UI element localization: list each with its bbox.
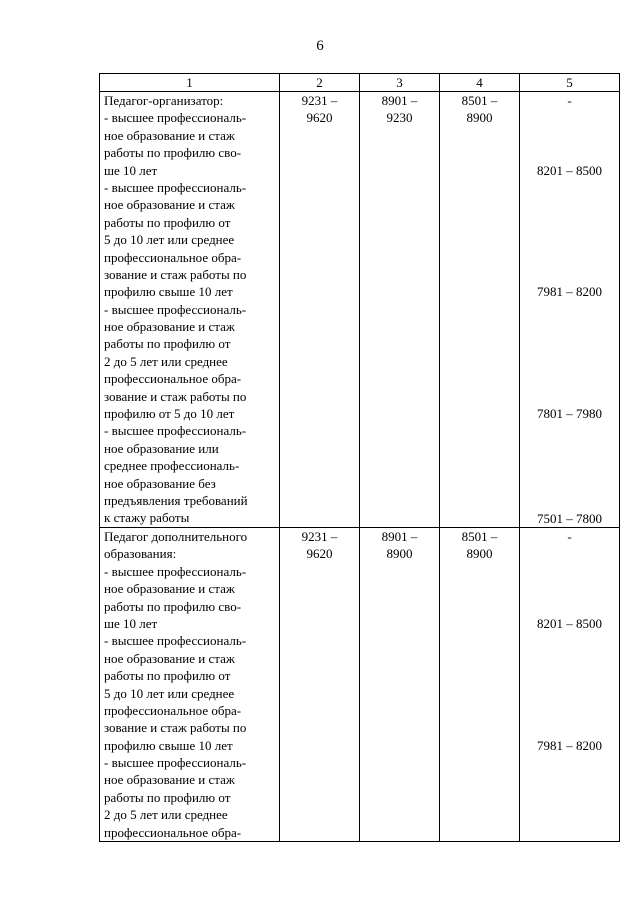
description-line: среднее профессиональ-: [104, 458, 240, 474]
description-line: работы по профилю от: [104, 668, 231, 684]
description-line: ное образование или: [104, 440, 219, 456]
header-cell-3: 3: [360, 74, 440, 92]
description-line: 5 до 10 лет или среднее: [104, 232, 235, 248]
description-line: к стажу работы: [104, 510, 190, 526]
page-number: 6: [316, 38, 324, 54]
description-line: профессиональное обра-: [104, 371, 242, 387]
description-line: - высшее профессиональ-: [104, 755, 247, 771]
salary-value: -: [567, 93, 572, 108]
salary-value: 8201 – 8500: [537, 616, 602, 631]
description-line: зование и стаж работы по: [104, 266, 247, 282]
description-line: - высшее профессиональ-: [104, 301, 247, 317]
description-line: зование и стаж работы по: [104, 388, 247, 404]
salary-range-col-2: [280, 92, 360, 528]
header-cell-5: 5: [520, 74, 620, 92]
salary-range-col-4: [440, 528, 520, 842]
salary-value: 9231 –: [301, 93, 338, 108]
salary-value: 8201 – 8500: [537, 162, 602, 178]
table-row: [100, 92, 620, 528]
salary-value: 7981 – 8200: [537, 284, 602, 300]
description-line: ное образование и стаж: [104, 650, 235, 666]
table-row: [100, 528, 620, 842]
salary-value: 8900: [466, 110, 493, 126]
description-line: Педагог-организатор:: [104, 93, 224, 108]
salary-value: 8501 –: [461, 529, 498, 544]
description-line: ное образование и стаж: [104, 319, 235, 335]
description-line: ше 10 лет: [104, 162, 158, 178]
salary-range-col-3: [360, 92, 440, 528]
description-line: профилю свыше 10 лет: [104, 284, 233, 300]
description-line: - высшее профессиональ-: [104, 633, 247, 649]
description-line: ше 10 лет: [104, 615, 158, 631]
header-cell-4: 4: [440, 74, 520, 92]
salary-value: 8901 –: [381, 529, 418, 544]
description-line: работы по профилю сво-: [104, 145, 242, 161]
salary-range-col-4: [440, 92, 520, 528]
description-line: образования:: [104, 546, 177, 562]
description-line: - высшее профессиональ-: [104, 563, 247, 579]
description-line: ное образование и стаж: [104, 581, 235, 597]
salary-range-col-5: [520, 528, 620, 842]
position-description-cell: [100, 528, 280, 842]
salary-range-col-2: [280, 528, 360, 842]
salary-value: 9620: [306, 110, 333, 126]
header-cell-2: 2: [280, 74, 360, 92]
table-body: [100, 74, 620, 842]
description-line: профессиональное обра-: [104, 702, 242, 718]
description-line: 2 до 5 лет или среднее: [104, 353, 228, 369]
salary-value: 8501 –: [461, 93, 498, 108]
description-line: профилю свыше 10 лет: [104, 737, 233, 753]
salary-value: -: [567, 529, 572, 544]
description-line: 5 до 10 лет или среднее: [104, 685, 235, 701]
description-line: работы по профилю от: [104, 336, 231, 352]
salary-value: 9230: [386, 110, 413, 126]
salary-value: 7981 – 8200: [537, 737, 602, 753]
salary-value: 9620: [306, 546, 333, 562]
description-line: предъявления требований: [104, 492, 248, 508]
description-line: - высшее профессиональ-: [104, 110, 247, 126]
description-line: - высшее профессиональ-: [104, 179, 247, 195]
header-row: [100, 74, 620, 92]
header-cell-1: 1: [100, 74, 280, 92]
salary-value: 8900: [386, 546, 413, 562]
salary-value: 8901 –: [381, 93, 418, 108]
description-line: профессиональное обра-: [104, 824, 242, 840]
salary-value: 8900: [466, 546, 493, 562]
description-line: ное образование и стаж: [104, 197, 235, 213]
description-line: работы по профилю от: [104, 789, 231, 805]
description-line: 2 до 5 лет или среднее: [104, 807, 228, 823]
position-description-cell: [100, 92, 280, 528]
description-line: зование и стаж работы по: [104, 720, 247, 736]
description-line: ное образование и стаж: [104, 127, 235, 143]
description-line: ное образование и стаж: [104, 772, 235, 788]
salary-value: 7801 – 7980: [537, 406, 602, 422]
description-line: - высшее профессиональ-: [104, 423, 247, 439]
description-line: профилю от 5 до 10 лет: [104, 406, 235, 422]
description-line: ное образование без: [104, 475, 216, 491]
salary-table: [99, 73, 620, 842]
salary-value: 7501 – 7800: [537, 510, 602, 526]
description-line: профессиональное обра-: [104, 249, 242, 265]
description-line: работы по профилю сво-: [104, 598, 242, 614]
description-line: Педагог дополнительного: [104, 529, 248, 544]
salary-range-col-3: [360, 528, 440, 842]
description-line: работы по профилю от: [104, 214, 231, 230]
salary-value: 9231 –: [301, 529, 338, 544]
salary-range-col-5: [520, 92, 620, 528]
